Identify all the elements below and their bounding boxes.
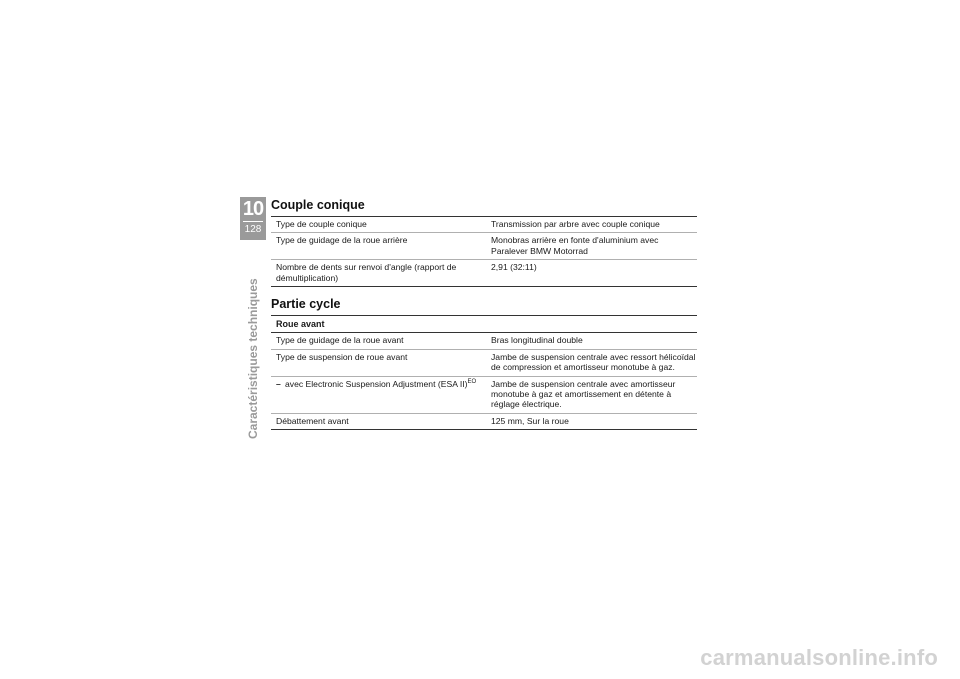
page-number: 128 (244, 224, 262, 235)
table-row (271, 413, 697, 429)
table-subheading-row (271, 316, 697, 333)
spec-table-couple-conique (271, 216, 697, 287)
content (271, 198, 697, 430)
chapter-number: 10 (242, 198, 264, 220)
option-superscript: EO (467, 378, 477, 385)
section-title-couple-conique: Couple conique (271, 198, 365, 212)
option-label: avec Electronic Suspension Adjustment (ESA II) (285, 378, 468, 389)
spec-label: Type de guidage de la roue avant (271, 333, 486, 349)
table-row (271, 217, 697, 233)
table-row (271, 233, 697, 260)
section-title-partie-cycle: Partie cycle (271, 297, 341, 312)
spec-value: 2,91 (32:11) (486, 260, 697, 287)
spec-value: Jambe de suspension centrale avec amortisseur monotube à gaz et amortissement en détente à réglage électrique. (486, 376, 697, 413)
table-row (271, 376, 697, 413)
spec-value: Bras longitudinal double (486, 333, 697, 349)
spec-label-option (271, 376, 486, 413)
spec-value: Jambe de suspension centrale avec ressort hélicoïdal de compression et amortisseur monotube à gaz. (486, 349, 697, 376)
chapter-side-title: Caractéristiques techniques (246, 278, 260, 439)
spec-label: Débattement avant (271, 413, 486, 429)
chapter-divider (243, 221, 263, 222)
table-row (271, 349, 697, 376)
spec-label: Type de suspension de roue avant (271, 349, 486, 376)
table-row (271, 260, 697, 287)
spec-label: Nombre de dents sur renvoi d'angle (rapport de démultiplication) (271, 260, 486, 287)
spec-label: Type de guidage de la roue arrière (271, 233, 486, 260)
watermark: carmanualsonline.info (700, 645, 938, 670)
dash-bullet-icon: – (276, 378, 281, 389)
spec-value: Transmission par arbre avec couple conique (486, 217, 697, 233)
chapter-tab (240, 197, 266, 240)
spec-value: Monobras arrière en fonte d'aluminium avec Paralever BMW Motorrad (486, 233, 697, 260)
spec-value: 125 mm, Sur la roue (486, 413, 697, 429)
subheading-roue-avant: Roue avant (271, 316, 697, 333)
spec-label: Type de couple conique (271, 217, 486, 233)
table-row (271, 333, 697, 349)
spec-table-partie-cycle (271, 315, 697, 430)
